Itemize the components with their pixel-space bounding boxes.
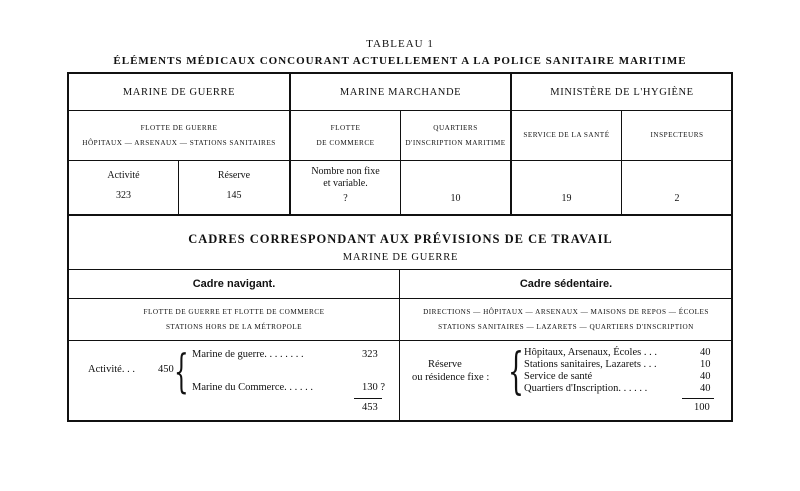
flotte-line: et variable. <box>323 178 368 189</box>
reserve-label: Réserve <box>217 170 251 181</box>
activite-total: 450 <box>158 364 174 375</box>
subheader-line: HÔPITAUX — ARSENAUX — STATIONS SANITAIRES <box>82 138 276 147</box>
left-sum: 453 <box>362 402 378 413</box>
reserve-label-2: ou résidence fixe : <box>412 372 490 383</box>
desc-line: STATIONS SANITAIRES — LAZARETS — QUARTIERS D'INSCRIPTION <box>438 323 694 331</box>
subheader-line: QUARTIERS <box>433 123 478 132</box>
row-marine-guerre-label: Marine de guerre. . . . . . . . <box>192 349 304 360</box>
subheader-line: D'INSCRIPTION MARITIME <box>405 138 506 147</box>
cell-service-value: 19 <box>561 192 572 204</box>
rule <box>68 298 732 299</box>
header-cadre-navigant: Cadre navigant. <box>192 278 276 290</box>
subheader-line: FLOTTE DE GUERRE <box>140 123 218 132</box>
desc-line: FLOTTE DE GUERRE ET FLOTTE DE COMMERCE <box>143 308 325 316</box>
row-stations-value: 10 <box>700 359 711 370</box>
activite-label: Activité. . . <box>88 364 135 375</box>
flotte-line: Nombre non fixe <box>311 166 380 177</box>
cell-quartiers-value: 10 <box>450 192 461 204</box>
header-marine-marchande: MARINE MARCHANDE <box>339 86 462 98</box>
rule <box>68 214 732 216</box>
cell-flotte-commerce <box>291 166 400 212</box>
right-sum: 100 <box>694 402 710 413</box>
row-hopitaux-value: 40 <box>700 347 711 358</box>
header-ministere-hygiene: MINISTÈRE DE L'HYGIÈNE <box>550 86 694 98</box>
subheader-line: DE COMMERCE <box>316 138 375 147</box>
table-number: TABLEAU 1 <box>366 38 434 50</box>
desc-cadre-sedentaire <box>400 300 732 340</box>
cell-activite <box>69 166 178 212</box>
brace: { <box>508 342 524 400</box>
desc-line: STATIONS HORS DE LA MÉTROPOLE <box>165 323 303 331</box>
row-marine-guerre-value: 323 <box>362 349 378 360</box>
desc-cadre-navigant <box>69 300 399 340</box>
subheader-line: FLOTTE <box>330 123 361 132</box>
subheader-quartiers <box>401 111 510 160</box>
cell-reserve <box>179 166 289 212</box>
row-marine-commerce-label: Marine du Commerce. . . . . . <box>192 382 314 393</box>
section-title: CADRES CORRESPONDANT AUX PRÉVISIONS DE CE TRAVAIL <box>188 231 613 246</box>
cell-inspecteurs-value: 2 <box>674 192 680 204</box>
flotte-value: ? <box>343 193 348 204</box>
row-quartiers-label: Quartiers d'Inscription. . . . . . <box>524 383 648 394</box>
subheader-service-sante: SERVICE DE LA SANTÉ <box>523 131 610 139</box>
sum-rule <box>354 398 382 399</box>
row-service-value: 40 <box>700 371 711 382</box>
header-marine-guerre: MARINE DE GUERRE <box>122 86 236 98</box>
subheader-inspecteurs: INSPECTEURS <box>650 131 704 139</box>
row-stations-label: Stations sanitaires, Lazarets . . . <box>524 359 657 370</box>
reserve-value: 145 <box>226 190 242 201</box>
header-cadre-sedentaire: Cadre sédentaire. <box>519 278 613 290</box>
row-quartiers-value: 40 <box>700 383 711 394</box>
table-title: ÉLÉMENTS MÉDICAUX CONCOURANT ACTUELLEMENT A LA POLICE SANITAIRE MARITIME <box>113 55 687 67</box>
sum-rule <box>682 398 714 399</box>
rule <box>68 340 732 341</box>
desc-line: DIRECTIONS — HÔPITAUX — ARSENAUX — MAISONS DE REPOS — ÉCOLES <box>423 308 709 316</box>
brace: { <box>174 344 189 398</box>
row-marine-commerce-value: 130 ? <box>362 382 386 393</box>
subheader-flotte-guerre <box>69 111 289 160</box>
activite-value: 323 <box>116 190 131 201</box>
row-hopitaux-label: Hôpitaux, Arsenaux, Écoles . . . <box>524 347 657 358</box>
reserve-label: Réserve <box>428 359 462 370</box>
subheader-flotte-commerce <box>291 111 400 160</box>
row-service-label: Service de santé <box>524 371 593 382</box>
activite-label: Activité <box>107 170 140 181</box>
section-subtitle: MARINE DE GUERRE <box>342 251 459 263</box>
